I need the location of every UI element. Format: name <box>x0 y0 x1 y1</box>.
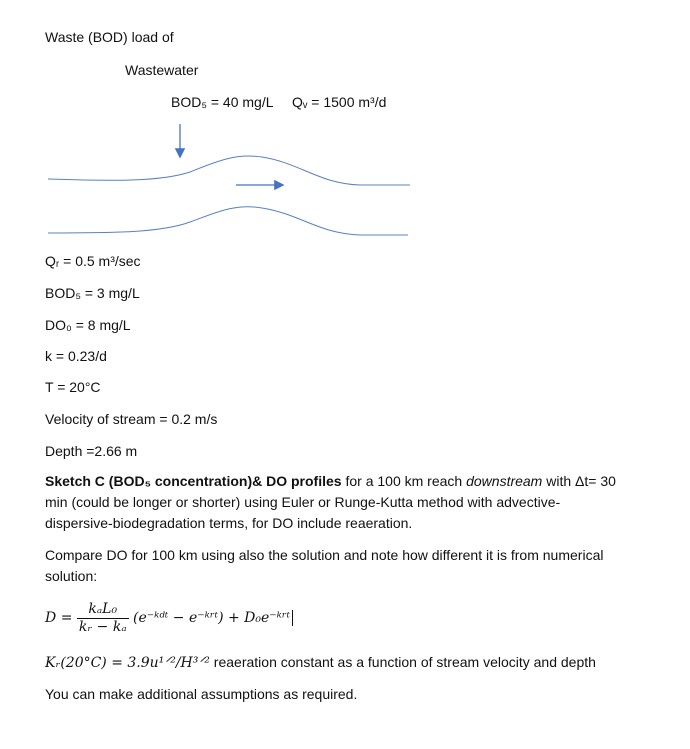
page-title: Waste (BOD) load of <box>45 29 174 45</box>
equation-numerator: kₐL₀ <box>77 601 129 619</box>
do-sag-equation <box>45 598 293 638</box>
task-italic: downstream <box>466 473 543 489</box>
compare-line1: Compare DO for 100 km using also the solution and note how different it is from numerical <box>45 547 604 563</box>
equation-rest: (e⁻ᵏᵈᵗ − e⁻ᵏʳᵗ) + D₀e⁻ᵏʳᵗ <box>133 610 291 626</box>
equation-equals: = <box>60 610 73 626</box>
param-k: k = 0.23/d <box>45 348 107 364</box>
wastewater-flow-label: Qᵥ = 1500 m³/d <box>292 94 387 110</box>
param-bod: BOD₅ = 3 mg/L <box>45 285 140 301</box>
task-mid: for a 100 km reach <box>341 473 467 489</box>
compare-paragraph <box>45 545 645 587</box>
assumptions-note: You can make additional assumptions as required. <box>45 686 358 702</box>
param-depth: Depth =2.66 m <box>45 443 138 459</box>
stream-bottom-bank <box>48 207 408 235</box>
param-flow: Qᵣ = 0.5 m³/sec <box>45 253 141 269</box>
reaeration-line <box>45 653 596 672</box>
reaeration-formula: Kᵣ(20°C) = 3.9u¹ᐟ²/H³ᐟ² <box>45 655 210 671</box>
compare-line2: solution: <box>45 568 98 584</box>
text-cursor <box>292 610 293 626</box>
task-line1-rest: with Δt= 30 <box>542 473 616 489</box>
param-do: DO₀ = 8 mg/L <box>45 317 131 333</box>
task-paragraph <box>45 471 645 534</box>
equation-denominator: kᵣ − kₐ <box>78 618 127 635</box>
equation-fraction <box>77 601 129 636</box>
equation-lhs: D <box>45 610 57 626</box>
wastewater-label: Wastewater <box>125 62 199 78</box>
task-line3: dispersive-biodegradation terms, for DO include reaeration. <box>45 515 413 531</box>
param-velocity: Velocity of stream = 0.2 m/s <box>45 411 218 427</box>
param-temperature: T = 20°C <box>45 379 101 395</box>
wastewater-bod-label: BOD₅ = 40 mg/L <box>171 94 274 110</box>
reaeration-text: reaeration constant as a function of stream velocity and depth <box>209 654 596 670</box>
stream-top-bank <box>48 156 410 185</box>
task-line2: min (could be longer or shorter) using Euler or Runge-Kutta method with advective- <box>45 494 561 510</box>
task-bold: Sketch C (BOD₅ concentration)& DO profiles <box>45 473 342 489</box>
